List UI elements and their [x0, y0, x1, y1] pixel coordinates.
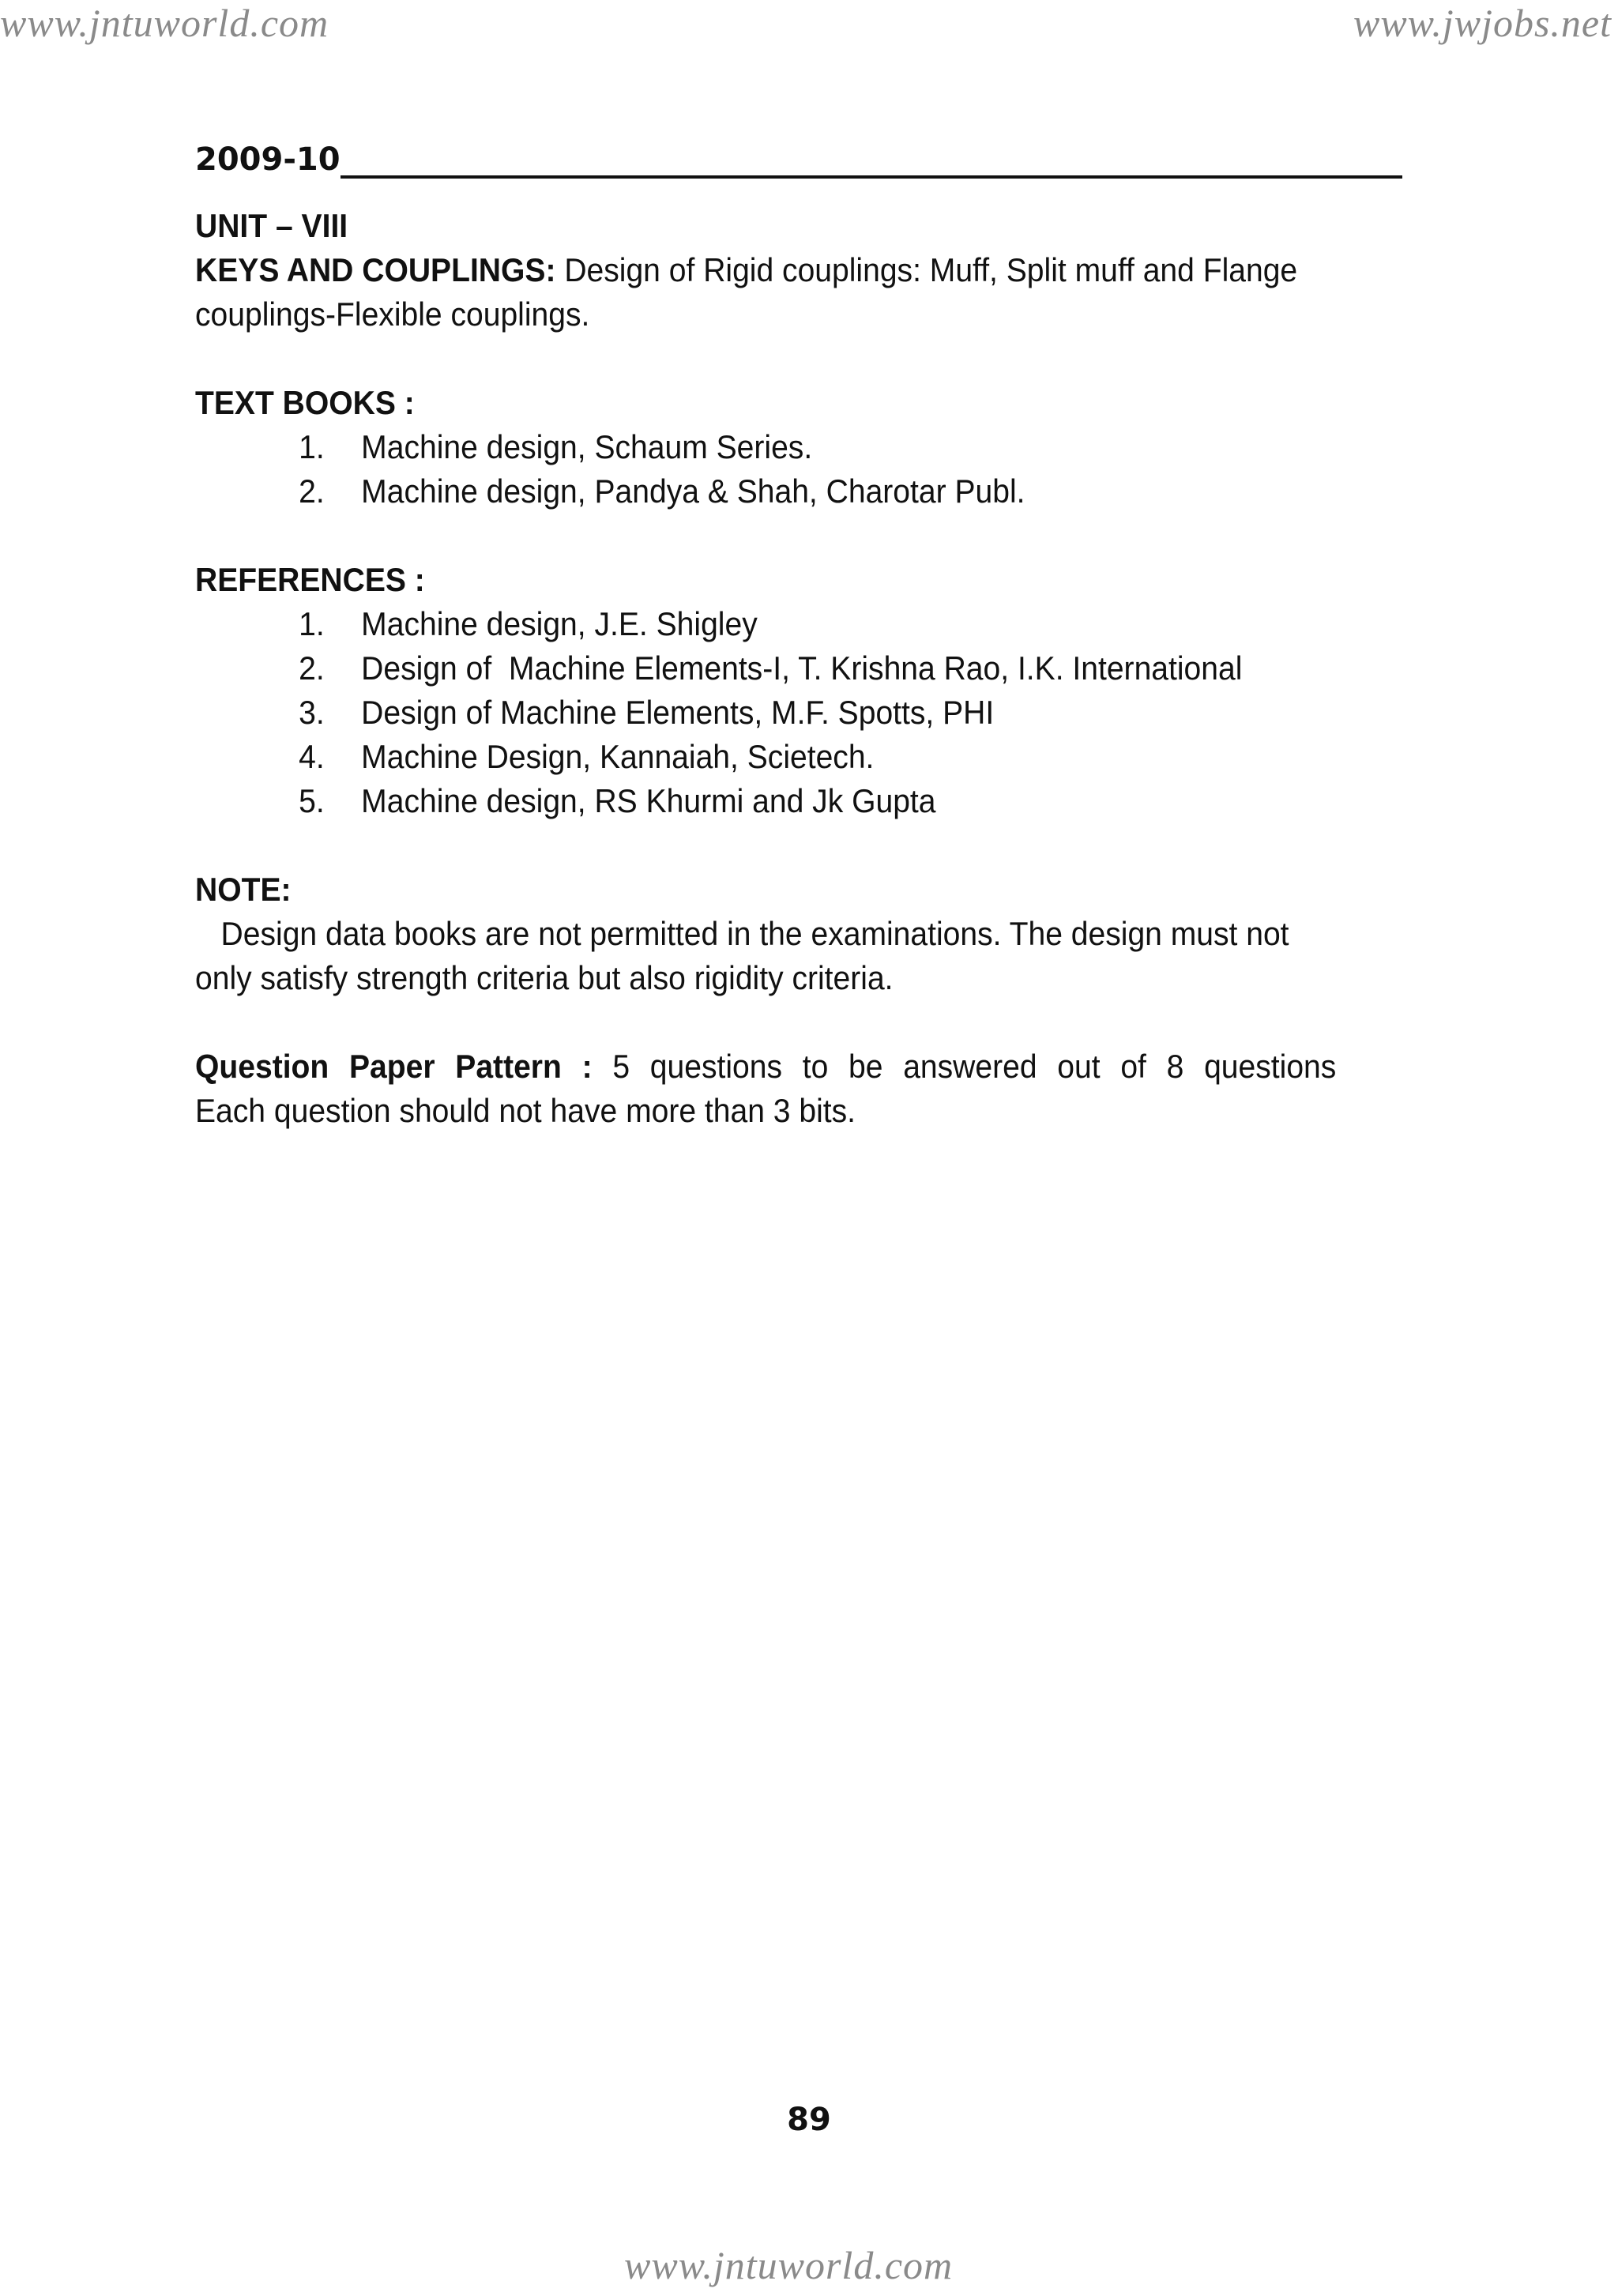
unit-topic	[195, 248, 1336, 292]
watermark-top-left: www.jntuworld.com	[0, 1, 329, 45]
watermark-top-right: www.jwjobs.net	[1353, 1, 1612, 45]
unit-topic-label: KEYS AND COUPLINGS:	[195, 251, 556, 288]
text-books-list	[195, 425, 1336, 514]
list-item: 4. Machine Design, Kannaiah, Scietech.	[299, 738, 875, 775]
list-item: 2. Machine design, Pandya & Shah, Charotar Publ.	[299, 472, 1025, 510]
list-item: 5. Machine design, RS Khurmi and Jk Gupta	[299, 782, 936, 819]
note-paragraph	[195, 868, 1336, 956]
syllabus-content	[195, 204, 1336, 1133]
note-text: Design data books are not permitted in the examinations. The design must not	[195, 915, 1289, 952]
header-rule	[341, 175, 1402, 179]
text-books-heading: TEXT BOOKS :	[195, 384, 415, 421]
unit-topic-text-cont: couplings-Flexible couplings.	[195, 295, 590, 333]
note-text-cont: only satisfy strength criteria but also rigidity criteria.	[195, 959, 894, 996]
question-pattern-text-cont: Each question should not have more than 3 bits.	[195, 1092, 856, 1129]
question-pattern-paragraph	[195, 1044, 1336, 1089]
list-item: 1. Machine design, Schaum Series.	[299, 428, 813, 465]
references-heading: REFERENCES :	[195, 561, 425, 598]
question-pattern-label: Question Paper Pattern :	[195, 1048, 593, 1085]
year-label: 2009-10	[195, 141, 341, 178]
list-item: 1. Machine design, J.E. Shigley	[299, 605, 758, 642]
unit-topic-text: Design of Rigid couplings: Muff, Split muff and Flange	[555, 251, 1298, 288]
question-pattern-text: 5 questions to be answered out of 8 questions	[592, 1048, 1337, 1085]
watermark-bottom: www.jntuworld.com	[624, 2243, 954, 2287]
list-item: 2. Design of Machine Elements-I, T. Krishna Rao, I.K. International	[299, 649, 1243, 687]
unit-title: UNIT – VIII	[195, 207, 348, 244]
references-list	[195, 602, 1336, 823]
year-header	[195, 139, 1402, 180]
list-item: 3. Design of Machine Elements, M.F. Spotts, PHI	[299, 694, 995, 731]
page-number: 89	[787, 2102, 831, 2138]
note-label: NOTE:	[195, 871, 292, 908]
